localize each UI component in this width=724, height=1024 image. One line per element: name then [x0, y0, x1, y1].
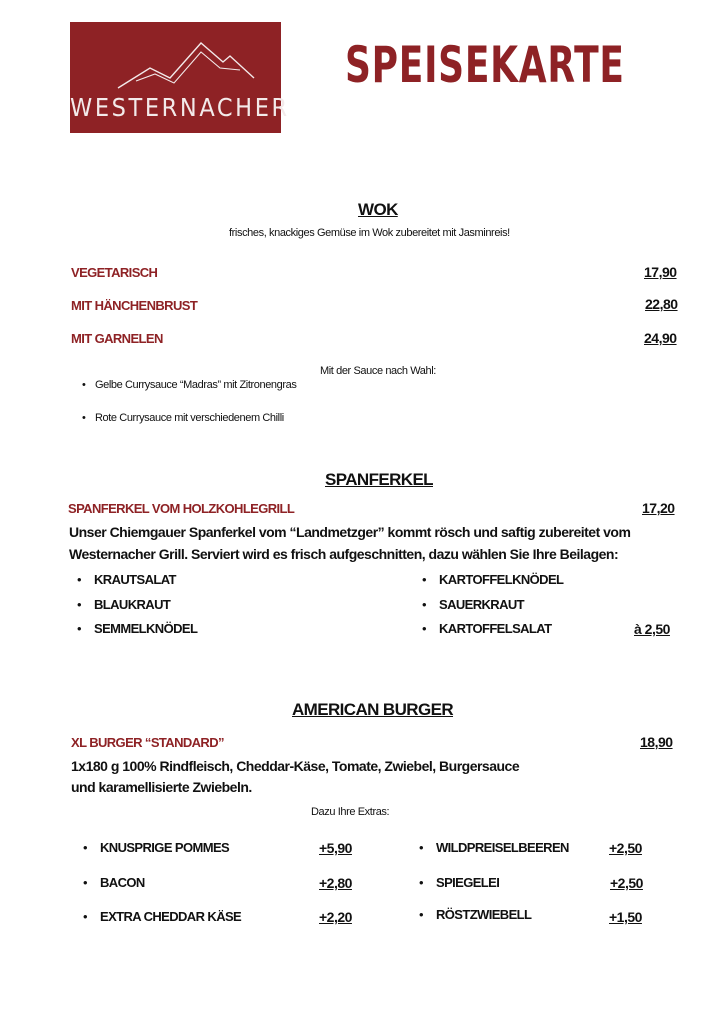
- spanferkel-description: Unser Chiemgauer Spanferkel vom “Landmetzger” kommt rösch und saftig zubereitet vom: [69, 524, 631, 540]
- extra-price: +2,80: [319, 875, 352, 891]
- extra-price: +2,50: [610, 875, 643, 891]
- extra-item: • KNUSPRIGE POMMES: [100, 840, 229, 855]
- extra-item: • WILDPREISELBEEREN: [436, 840, 569, 855]
- logo-text: WESTERNACHER: [70, 93, 290, 122]
- sauce-option: • Rote Currysauce mit verschiedenem Chilli: [95, 412, 284, 424]
- extra-item: • EXTRA CHEDDAR KÄSE: [100, 909, 241, 924]
- extra-item: • SPIEGELEI: [436, 875, 499, 890]
- spanferkel-item-price: 17,20: [642, 500, 675, 516]
- burger-item-name: XL BURGER “STANDARD”: [71, 735, 224, 750]
- wok-item-price: 17,90: [644, 264, 677, 280]
- sauce-intro: Mit der Sauce nach Wahl:: [320, 365, 436, 377]
- burger-description: und karamellisierte Zwiebeln.: [71, 779, 252, 795]
- wok-item-price: 24,90: [644, 330, 677, 346]
- side-item: • KRAUTSALAT: [94, 572, 176, 587]
- side-item: • SAUERKRAUT: [439, 597, 524, 612]
- wok-item-price: 22,80: [645, 296, 678, 312]
- spanferkel-description: Westernacher Grill. Serviert wird es frisch aufgeschnitten, dazu wählen Sie Ihre Beilagen:: [69, 546, 619, 562]
- wok-item-name: MIT HÄNCHENBRUST: [71, 298, 198, 313]
- extra-price: +2,50: [609, 840, 642, 856]
- wok-item-name: VEGETARISCH: [71, 265, 158, 280]
- wok-subtitle: frisches, knackiges Gemüse im Wok zubereitet mit Jasminreis!: [229, 227, 510, 239]
- extra-item: • RÖSTZWIEBELL: [436, 907, 531, 922]
- extras-intro: Dazu Ihre Extras:: [311, 806, 390, 818]
- sauce-option: • Gelbe Currysauce “Madras” mit Zitronengras: [95, 379, 296, 391]
- sides-price: à 2,50: [634, 621, 670, 637]
- extra-item: • BACON: [100, 875, 145, 890]
- westernacher-logo: [70, 22, 290, 133]
- side-item: • KARTOFFELKNÖDEL: [439, 572, 563, 587]
- extra-price: +1,50: [609, 909, 642, 925]
- burger-heading: AMERICAN BURGER: [292, 700, 454, 719]
- spanferkel-item-name: SPANFERKEL VOM HOLZKOHLEGRILL: [68, 501, 295, 516]
- burger-description: 1x180 g 100% Rindfleisch, Cheddar-Käse, Tomate, Zwiebel, Burgersauce: [71, 758, 520, 774]
- page-title: SPEISEKARTE: [345, 36, 625, 94]
- spanferkel-heading: SPANFERKEL: [325, 470, 433, 489]
- side-item: • SEMMELKNÖDEL: [94, 621, 197, 636]
- wok-heading: WOK: [358, 200, 398, 219]
- wok-item-name: MIT GARNELEN: [71, 331, 163, 346]
- burger-item-price: 18,90: [640, 734, 673, 750]
- side-item: • BLAUKRAUT: [94, 597, 170, 612]
- side-item: • KARTOFFELSALAT: [439, 621, 551, 636]
- extra-price: +5,90: [319, 840, 352, 856]
- extra-price: +2,20: [319, 909, 352, 925]
